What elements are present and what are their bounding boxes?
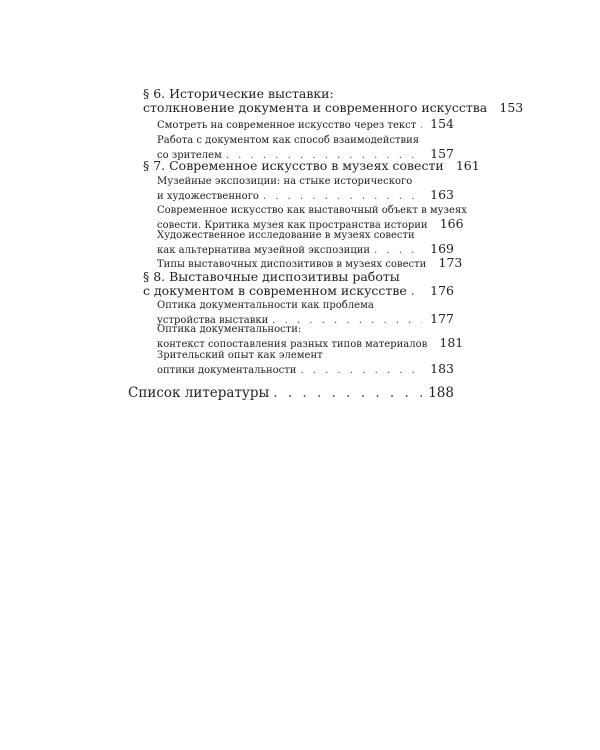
toc-entry-text: совести. Критика музея как пространства истории [157, 220, 428, 231]
toc-entry-text: со зрителем [157, 150, 222, 161]
toc-entry-text: Работа с документом как способ взаимодействия [157, 135, 420, 146]
toc-entry-subsection[interactable] [157, 323, 464, 351]
toc-entry-bibliography[interactable] [128, 385, 454, 401]
leader-dots [300, 364, 422, 377]
toc-entry-text: Список литературы [128, 385, 270, 401]
toc-page-number: 173 [438, 255, 463, 270]
toc-page-number: 169 [430, 241, 454, 256]
toc-entry-section-8[interactable] [143, 270, 454, 298]
toc-page-number: 153 [499, 100, 524, 115]
toc-entry-section-6[interactable] [143, 86, 524, 115]
toc-entry-subsection[interactable] [157, 204, 467, 232]
toc-entry-text: с документом в современном искусстве [143, 283, 407, 298]
toc-entry-section-7[interactable] [143, 158, 480, 173]
toc-page-number: 166 [439, 216, 464, 231]
toc-entry-text: и художественного [157, 191, 259, 202]
toc-entry-subsection[interactable] [157, 117, 454, 132]
toc-page-number: 177 [430, 311, 454, 326]
toc-entry-text: контекст сопоставления разных типов материалов [157, 339, 428, 350]
toc-page-number: 183 [430, 361, 454, 376]
toc-entry-text: § 8. Выставочные диспозитивы работы [143, 269, 400, 284]
toc-page-number: 181 [439, 335, 464, 350]
toc-entry-text: устройства выставки [157, 315, 269, 326]
leader-dots [273, 385, 422, 401]
toc-entry-text: Оптика документальности: [157, 324, 302, 335]
toc-entry-text: Музейные экспозиции: на стыке исторического [157, 176, 413, 187]
toc-page-number: 157 [430, 146, 454, 161]
toc-entry-text: Смотреть на современное искусство через текст [157, 120, 417, 131]
toc-entry-text: § 6. Исторические выставки: [143, 86, 334, 101]
leader-dots [263, 190, 422, 203]
toc-entry-text: Современное искусство как выставочный объект в музеях [157, 205, 467, 216]
toc-entry-text: как альтернатива музейной экспозиции [157, 245, 371, 256]
toc-page-number: 163 [430, 187, 454, 202]
toc-page-number: 154 [430, 116, 454, 131]
toc-entry-subsection[interactable] [157, 229, 454, 257]
leader-dots [411, 284, 422, 298]
toc-entry-text: § 7. Современное искусство в музеях совести [143, 158, 444, 173]
leader-dots [420, 119, 422, 132]
toc-entry-text: Оптика документальности как проблема [157, 300, 374, 311]
toc-entry-text: Зрительский опыт как элемент [157, 350, 323, 361]
toc-entry-text: Типы выставочных диспозитивов в музеях совести [157, 259, 427, 270]
toc-entry-subsection[interactable] [157, 175, 454, 203]
toc-entry-text: оптики документальности [157, 365, 297, 376]
toc-entry-text: столкновение документа и современного искусства [143, 100, 488, 115]
toc-page-number: 176 [430, 283, 454, 298]
toc-entry-subsection[interactable] [157, 349, 454, 377]
toc-page-number: 188 [428, 385, 454, 401]
toc-entry-text: Художественное исследование в музеях совести [157, 230, 415, 241]
toc-page-number: 161 [455, 158, 480, 173]
